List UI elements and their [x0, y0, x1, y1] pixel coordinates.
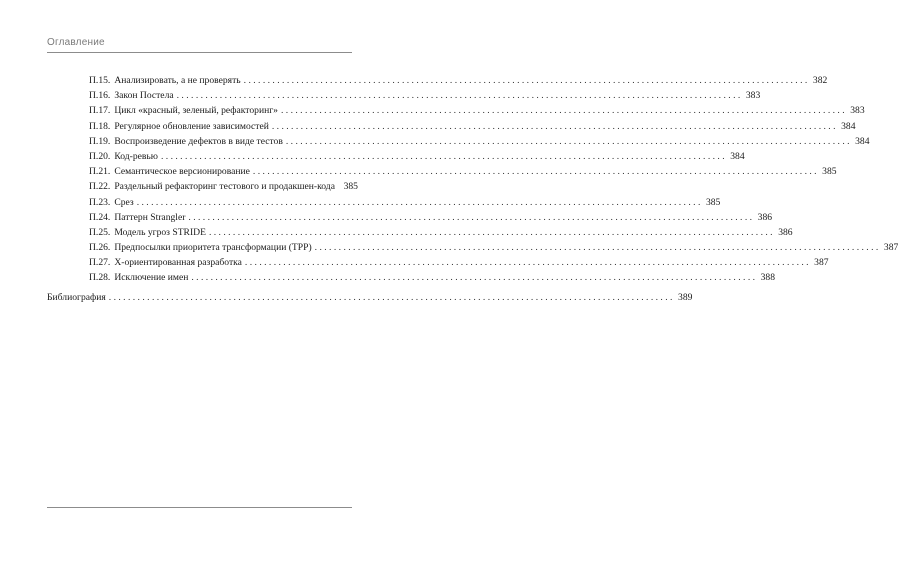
toc-entry-page: 383: [745, 90, 761, 102]
toc-entry[interactable]: [47, 103, 865, 118]
header-rule: [47, 52, 352, 53]
toc-entry[interactable]: [47, 149, 745, 164]
toc-entry-title: Воспроизведение дефектов в виде тестов: [114, 135, 283, 147]
toc-entry-page: 387: [883, 242, 898, 254]
toc-entry-page: 386: [757, 211, 773, 223]
toc-entry-number: П.24.: [89, 211, 111, 223]
toc-entry[interactable]: [47, 73, 828, 88]
toc-entry-number: П.16.: [89, 90, 111, 102]
toc-entry[interactable]: [47, 210, 773, 225]
toc-entry-page: 384: [730, 150, 745, 162]
toc-entry-title: Семантическое версионирование: [114, 166, 250, 178]
dot-leader: [281, 103, 845, 118]
toc-entry-title: Анализировать, а не проверять: [114, 75, 241, 86]
dot-leader: [245, 255, 809, 270]
toc-entry-title: Регулярное обновление зависимостей: [114, 120, 269, 132]
toc-entry-page: 385: [343, 181, 358, 193]
dot-leader: [253, 164, 817, 179]
toc-entry-page: 382: [812, 75, 828, 86]
toc-entry[interactable]: [47, 270, 776, 285]
toc-entry-number: П.23.: [89, 196, 111, 208]
toc-entry[interactable]: [47, 240, 898, 255]
dot-leader: [272, 119, 836, 134]
toc-entry[interactable]: [47, 164, 837, 179]
dot-leader: [188, 210, 752, 225]
toc-entry[interactable]: [47, 179, 358, 194]
dot-leader: [191, 270, 755, 285]
toc-entry-page: 388: [760, 272, 776, 284]
dot-leader: [161, 149, 725, 164]
toc-entry-number: П.17.: [89, 105, 111, 117]
footer-rule: [47, 507, 352, 508]
toc-entry-bibliography[interactable]: [47, 290, 693, 305]
toc-entry-title: Модель угроз STRIDE: [114, 226, 206, 238]
toc-entry-title: Библиография: [47, 291, 106, 303]
toc-entry-page: 389: [678, 291, 693, 303]
toc-entry-number: П.27.: [89, 257, 111, 269]
toc-entry-title: Предпосылки приоритета трансформации (TPP): [114, 242, 312, 254]
toc-entry-number: П.25.: [89, 226, 111, 238]
toc-entry-title: Закон Постела: [114, 90, 174, 102]
toc-entry-title: Срез: [114, 196, 134, 208]
toc-entry-title: Цикл «красный, зеленый, рефакторинг»: [114, 105, 278, 117]
running-head-title: Оглавление: [47, 37, 105, 48]
toc-entry-title: X-ориентированная разработка: [114, 257, 242, 269]
toc-entry-number: П.19.: [89, 135, 111, 147]
dot-leader: [137, 195, 701, 210]
dot-leader: [177, 88, 741, 103]
toc-entry-number: П.21.: [89, 166, 111, 178]
dot-leader: [286, 134, 850, 149]
toc-entry-title: Раздельный рефакторинг тестового и продакшен-кода: [114, 181, 335, 193]
toc-entry-page: 384: [841, 120, 856, 132]
toc-entry[interactable]: [47, 225, 793, 240]
toc-entry-page: 386: [778, 226, 793, 238]
table-of-contents: [47, 73, 898, 305]
toc-entry-number: П.28.: [89, 272, 111, 284]
toc-entry-number: П.15.: [89, 75, 111, 86]
toc-entry[interactable]: [47, 255, 829, 270]
dot-leader: [244, 73, 808, 88]
toc-entry-page: 383: [850, 105, 865, 117]
toc-entry-number: П.22.: [89, 181, 111, 193]
toc-entry[interactable]: [47, 119, 856, 134]
toc-entry[interactable]: [47, 134, 870, 149]
dot-leader: [209, 225, 773, 240]
dot-leader: [315, 240, 879, 255]
toc-entry-title: Код-ревью: [114, 150, 158, 162]
toc-entry-number: П.20.: [89, 150, 111, 162]
toc-entry-page: 387: [814, 257, 829, 269]
toc-entry-title: Исключение имен: [114, 272, 189, 284]
toc-entry[interactable]: [47, 195, 721, 210]
toc-entry-title: Паттерн Strangler: [114, 211, 186, 223]
toc-entry[interactable]: [47, 88, 761, 103]
toc-entry-number: П.18.: [89, 120, 111, 132]
toc-entry-page: 384: [855, 135, 870, 147]
toc-entry-page: 385: [822, 166, 837, 178]
toc-entry-page: 385: [705, 196, 721, 208]
toc-entry-number: П.26.: [89, 242, 111, 254]
dot-leader: [109, 290, 673, 305]
